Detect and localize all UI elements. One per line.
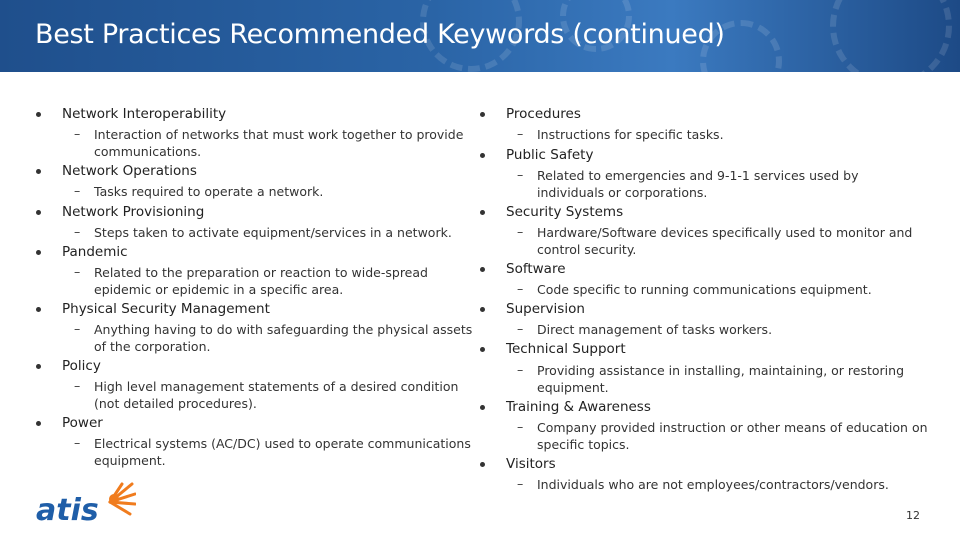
- keyword-term: Visitors: [506, 456, 556, 472]
- keyword-term: Public Safety: [506, 147, 594, 163]
- keyword-term: Power: [62, 415, 103, 431]
- dash-icon: –: [74, 183, 81, 198]
- bullet-icon: [480, 307, 485, 312]
- dash-icon: –: [517, 419, 524, 434]
- logo-wordmark: atis: [36, 493, 99, 526]
- dash-icon: –: [74, 378, 81, 393]
- keyword-term: Procedures: [506, 106, 581, 122]
- keyword-description: Instructions for specific tasks.: [537, 127, 724, 142]
- bullet-icon: [480, 210, 485, 215]
- keyword-description: Direct management of tasks workers.: [537, 322, 773, 337]
- dash-icon: –: [517, 126, 524, 141]
- keyword-description: Related to emergencies and 9-1-1 services used by individuals or corporations.: [537, 168, 859, 200]
- bullet-icon: [36, 169, 41, 174]
- bullet-icon: [480, 112, 485, 117]
- dash-icon: –: [517, 167, 524, 182]
- keyword-term: Technical Support: [506, 341, 626, 357]
- dash-icon: –: [517, 321, 524, 336]
- dash-icon: –: [74, 321, 81, 336]
- dash-icon: –: [74, 264, 81, 279]
- bullet-icon: [36, 364, 41, 369]
- keyword-term: Security Systems: [506, 204, 624, 220]
- keyword-term: Training & Awareness: [506, 399, 651, 415]
- keyword-description: Steps taken to activate equipment/services in a network.: [94, 225, 452, 240]
- keyword-description: High level management statements of a desired condition (not detailed procedures).: [94, 379, 459, 411]
- bullet-icon: [480, 462, 485, 467]
- gear-decoration: [830, 0, 952, 72]
- bullet-icon: [36, 421, 41, 426]
- bullet-icon: [36, 112, 41, 117]
- keyword-description: Interaction of networks that must work together to provide communications.: [94, 127, 464, 159]
- bullet-icon: [480, 347, 485, 352]
- keyword-description: Code specific to running communications equipment.: [537, 282, 872, 297]
- keyword-term: Software: [506, 261, 566, 277]
- keyword-description: Hardware/Software devices specifically used to monitor and control security.: [537, 225, 913, 257]
- keyword-term: Network Provisioning: [62, 204, 205, 220]
- keyword-term: Pandemic: [62, 244, 128, 260]
- dash-icon: –: [74, 224, 81, 239]
- keyword-description: Electrical systems (AC/DC) used to operate communications equipment.: [94, 436, 471, 468]
- bullet-icon: [36, 250, 41, 255]
- dash-icon: –: [74, 126, 81, 141]
- keyword-description: Company provided instruction or other means of education on specific topics.: [537, 420, 928, 452]
- keyword-description: Tasks required to operate a network.: [94, 184, 324, 199]
- bullet-icon: [36, 210, 41, 215]
- keyword-term: Physical Security Management: [62, 301, 270, 317]
- bullet-icon: [480, 153, 485, 158]
- page-number: 12: [906, 509, 920, 522]
- keyword-description: Individuals who are not employees/contractors/vendors.: [537, 477, 889, 492]
- keyword-term: Policy: [62, 358, 101, 374]
- logo-burst-icon: [109, 484, 135, 514]
- slide-title: Best Practices Recommended Keywords (continued): [35, 19, 725, 50]
- keyword-description: Anything having to do with safeguarding the physical assets of the corporation.: [94, 322, 473, 354]
- bullet-icon: [480, 405, 485, 410]
- dash-icon: –: [517, 476, 524, 491]
- title-bar: [0, 0, 960, 72]
- dash-icon: –: [74, 435, 81, 450]
- dash-icon: –: [517, 362, 524, 377]
- keyword-term: Network Operations: [62, 163, 197, 179]
- dash-icon: –: [517, 224, 524, 239]
- bullet-icon: [36, 307, 41, 312]
- dash-icon: –: [517, 281, 524, 296]
- keyword-term: Supervision: [506, 301, 585, 317]
- keyword-description: Related to the preparation or reaction to wide-spread epidemic or epidemic in a specific area.: [94, 265, 428, 297]
- keyword-term: Network Interoperability: [62, 106, 227, 122]
- bullet-icon: [480, 267, 485, 272]
- keyword-description: Providing assistance in installing, maintaining, or restoring equipment.: [537, 363, 904, 395]
- atis-logo: [36, 482, 136, 526]
